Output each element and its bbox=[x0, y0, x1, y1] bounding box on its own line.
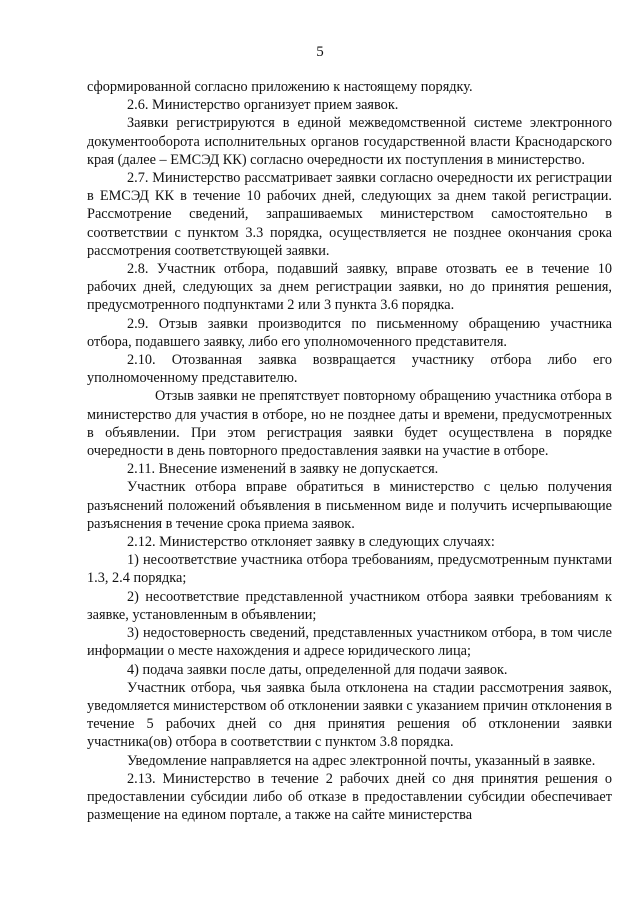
list-item-1: 1) несоответствие участника отбора требованиям, предусмотренным пунктами 1.3, 2.4 порядка; bbox=[87, 552, 612, 587]
paragraph-withdrawal: Отзыв заявки не препятствует повторному обращению участника отбора в министерство для участия в отборе, но не позднее даты и времени, предусмотренных в объявлении. При этом регистрация заявки будет осуществлена в порядке очередности в день повторного предоставления заявки на участие в отборе. bbox=[87, 388, 612, 460]
paragraph-2-7: 2.7. Министерство рассматривает заявки согласно очередности их регистрации в ЕМСЭД КК в течение 10 рабочих дней, следующих за днем такой регистрации. Рассмотрение сведений, запрашиваемых министерством самостоятельно в соответствии с пунктом 3.3 порядка, осуществляется не позднее окончания срока рассмотрения соответствующей заявки. bbox=[87, 170, 612, 259]
paragraph-continuation: сформированной согласно приложению к настоящему порядку. bbox=[87, 79, 473, 95]
page-number: 5 bbox=[316, 44, 324, 60]
paragraph-2-8: 2.8. Участник отбора, подавший заявку, вправе отозвать ее в течение 10 рабочих дней, следующих за днем регистрации заявки, но до принятия решения, предусмотренного подпунктами 2 или 3 пункта 3.6 порядка. bbox=[87, 261, 612, 314]
list-item-3: 3) недостоверность сведений, представленных участником отбора, в том числе информации о месте нахождения и адресе юридического лица; bbox=[87, 625, 612, 660]
paragraph-2-11: 2.11. Внесение изменений в заявку не допускается. bbox=[127, 461, 439, 478]
list-item-2: 2) несоответствие представленной участником отбора заявки требованиям к заявке, установленным в объявлении; bbox=[87, 588, 612, 623]
paragraph-registration: Заявки регистрируются в единой межведомственной системе электронного документооборота исполнительных органов государственной власти Краснодарского края (далее – ЕМСЭД КК) согласно очередности их поступления в министерство. bbox=[87, 115, 612, 168]
paragraph-2-9: 2.9. Отзыв заявки производится по письменному обращению участника отбора, подавшего заявку, либо его уполномоченного представителя. bbox=[87, 315, 612, 350]
paragraph-email-notice: Уведомление направляется на адрес электронной почты, указанный в заявке. bbox=[127, 752, 596, 769]
paragraph-rejection-notice: Участник отбора, чья заявка была отклонена на стадии рассмотрения заявок, уведомляется министерством об отклонении заявки с указанием причин отклонения в течение 5 рабочих дней со дня принятия решения об отклонении заявки участника(ов) отбора в соответствии с пунктом 3.8 порядка. bbox=[87, 679, 612, 751]
paragraph-2-13: 2.13. Министерство в течение 2 рабочих дней со дня принятия решения о предоставлении субсидии либо об отказе в предоставлении субсидии обеспечивает размещение на едином портале, а также на сайте министерства bbox=[87, 770, 612, 824]
paragraph-2-12: 2.12. Министерство отклоняет заявку в следующих случаях: bbox=[127, 534, 495, 551]
paragraph-2-10: 2.10. Отозванная заявка возвращается участнику отбора либо его уполномоченному представителю. bbox=[87, 352, 612, 387]
document-body bbox=[87, 78, 612, 824]
list-item-4: 4) подача заявки после даты, определенной для подачи заявок. bbox=[127, 661, 508, 678]
paragraph-2-6: 2.6. Министерство организует прием заявок. bbox=[127, 97, 399, 114]
paragraph-clarification: Участник отбора вправе обратиться в министерство с целью получения разъяснений положений объявления в письменном виде и получить исчерпывающие разъяснения в течение срока приема заявок. bbox=[87, 479, 612, 532]
